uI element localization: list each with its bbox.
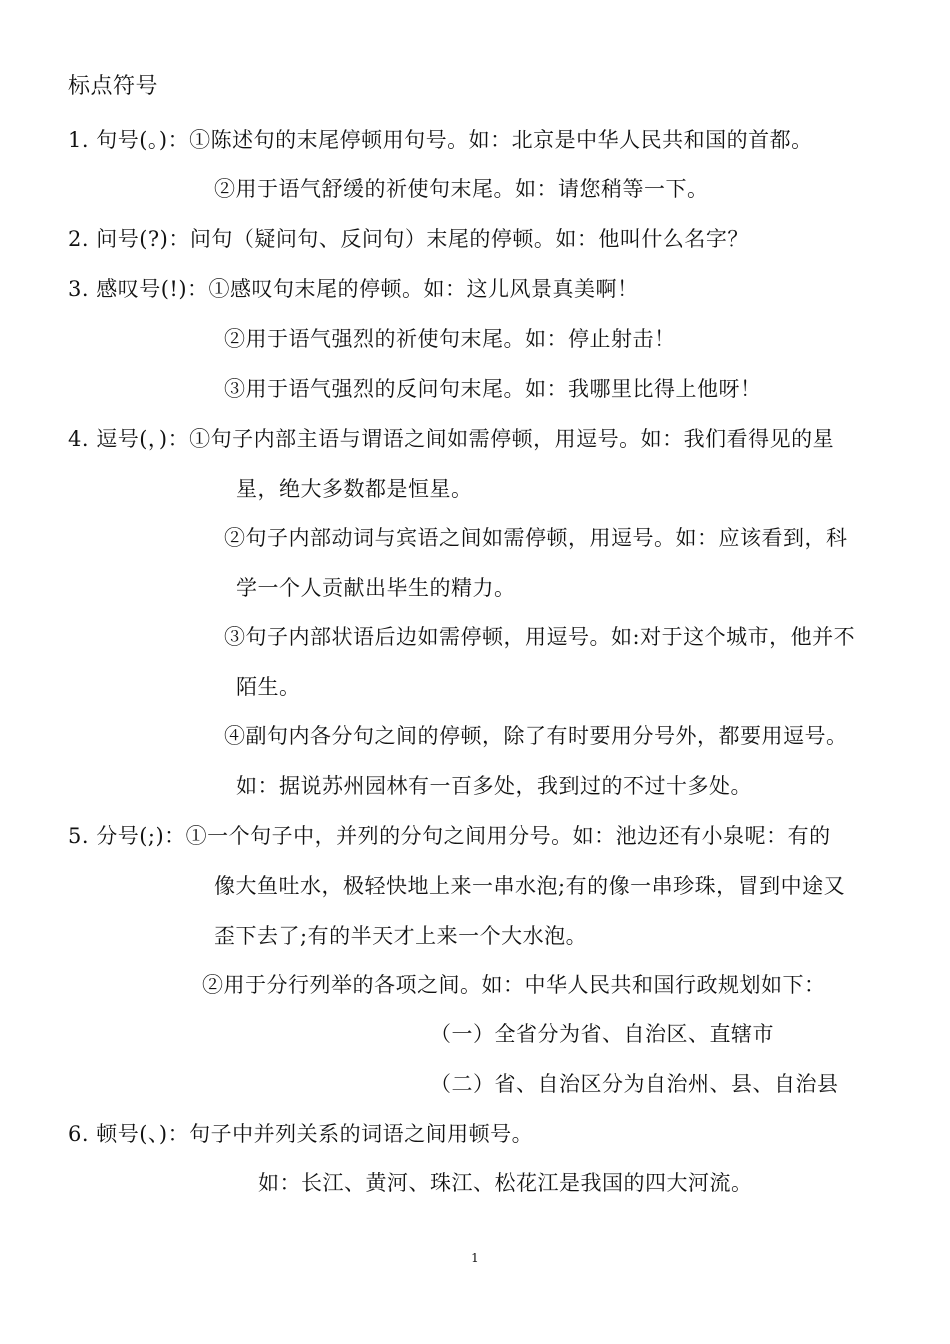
rule-3-exclamation-sub-3: ③用于语气强烈的反问句末尾。如：我哪里比得上他呀！ <box>224 377 762 401</box>
rule-4-comma-sub-3: ③句子内部状语后边如需停顿，用逗号。如:对于这个城市，他并不 <box>224 625 856 649</box>
page-title: 标点符号 <box>68 74 159 99</box>
rule-6-enumeration-comma-example: 如：长江、黄河、珠江、松花江是我国的四大河流。 <box>258 1171 753 1195</box>
rule-1-period-sub-2: ②用于语气舒缓的祈使句末尾。如：请您稍等一下。 <box>214 177 709 201</box>
rule-1-period: 1. 句号(。)：①陈述句的末尾停顿用句号。如：北京是中华人民共和国的首都。 <box>68 128 813 152</box>
rule-5-list-item-2: （二）省、自治区分为自治州、县、自治县 <box>430 1072 839 1096</box>
rule-3-exclamation: 3. 感叹号(!)：①感叹句末尾的停顿。如：这儿风景真美啊！ <box>68 277 639 301</box>
rule-4-comma-sub-2: ②句子内部动词与宾语之间如需停顿，用逗号。如：应该看到，科 <box>224 526 848 550</box>
rule-4-comma-cont-2: 学一个人贡献出毕生的精力。 <box>236 576 516 600</box>
rule-5-list-item-1: （一）全省分为省、自治区、直辖市 <box>430 1022 774 1046</box>
rule-3-exclamation-sub-2: ②用于语气强烈的祈使句末尾。如：停止射击！ <box>224 327 676 351</box>
rule-4-comma-sub-4: ④副句内各分句之间的停顿，除了有时要用分号外，都要用逗号。 <box>224 724 848 748</box>
rule-5-semicolon-sub-2: ②用于分行列举的各项之间。如：中华人民共和国行政规划如下： <box>202 973 826 997</box>
rule-5-semicolon-cont-2: 歪下去了;有的半天才上来一个大水泡。 <box>214 924 588 948</box>
rule-5-semicolon: 5. 分号(;)：①一个句子中，并列的分句之间用分号。如：池边还有小泉呢：有的 <box>68 824 831 848</box>
rule-6-enumeration-comma: 6. 顿号(、)：句子中并列关系的词语之间用顿号。 <box>68 1122 534 1146</box>
rule-5-semicolon-cont-1: 像大鱼吐水，极轻快地上来一串水泡;有的像一串珍珠，冒到中途又 <box>214 874 846 898</box>
rule-4-comma-cont-4: 如：据说苏州园林有一百多处，我到过的不过十多处。 <box>236 774 752 798</box>
rule-4-comma-cont-3: 陌生。 <box>236 675 301 699</box>
rule-4-comma: 4. 逗号(，)：①句子内部主语与谓语之间如需停顿，用逗号。如：我们看得见的星 <box>68 427 835 451</box>
rule-4-comma-cont-1: 星，绝大多数都是恒星。 <box>236 477 473 501</box>
page-number: 1 <box>471 1251 479 1265</box>
rule-2-question-mark: 2. 问号(?)：问句（疑问句、反问句）末尾的停顿。如：他叫什么名字？ <box>68 227 749 251</box>
